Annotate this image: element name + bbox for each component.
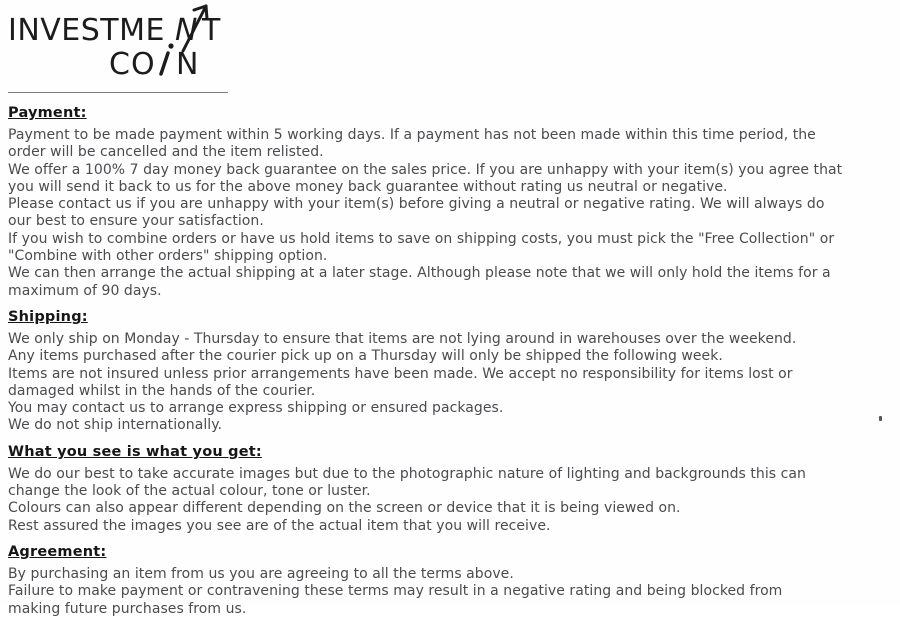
text-line: You may contact us to arrange express shipping or ensured packages. — [8, 400, 504, 417]
text-line: Colours can also appear different depending on the screen or device that it is being viewed on. — [8, 500, 681, 517]
section-heading-shipping: Shipping: — [8, 308, 88, 325]
text-line: Rest assured the images you see are of the actual item that you will receive. — [8, 517, 551, 534]
section-agreement — [8, 543, 890, 618]
text-line: Any items purchased after the courier pick up on a Thursday will only be shipped the following week. — [8, 348, 723, 365]
text-line: Payment to be made payment within 5 working days. If a payment has not been made within this time period, the — [8, 127, 816, 143]
text-line: Failure to make payment or contravening these terms may result in a negative rating and being blocked from — [8, 583, 783, 600]
text-line: "Combine with other orders" shipping option. — [8, 248, 328, 265]
logo-graphic — [6, 2, 246, 82]
logo-text-line1-n: N — [175, 13, 198, 48]
logo-text-line1-post: T — [202, 13, 221, 48]
text-line: change the look of the actual colour, tone or luster. — [8, 483, 371, 500]
text-line: If you wish to combine orders or have us hold items to save on shipping costs, you must pick the "Free Collection" or — [8, 230, 835, 247]
text-line: order will be cancelled and the item relisted. — [8, 144, 324, 161]
text-line: making future purchases from us. — [8, 600, 247, 617]
section-heading-agreement: Agreement: — [8, 543, 107, 560]
logo-text-line2-post: N — [176, 47, 199, 82]
stray-mark — [879, 416, 882, 421]
section-heading-what-you-see: What you see is what you get: — [8, 443, 262, 460]
text-line: By purchasing an item from us you are agreeing to all the terms above. — [8, 565, 514, 582]
text-line: We can then arrange the actual shipping at a later stage. Although please note that we will only hold the items for a — [8, 265, 831, 282]
section-what-you-see — [8, 443, 890, 535]
text-line: you will send it back to us for the above money back guarantee without rating us neutral or negative. — [8, 178, 728, 195]
logo-divider-rule — [8, 92, 228, 93]
text-line: We only ship on Monday - Thursday to ensure that items are not lying around in warehouses over the weekend. — [8, 330, 797, 347]
section-shipping — [8, 308, 890, 435]
terms-content — [8, 104, 890, 626]
section-heading-payment: Payment: — [8, 105, 87, 121]
section-payment — [8, 104, 890, 300]
text-line: We offer a 100% 7 day money back guarantee on the sales price. If you are unhappy with your item(s) you agree that — [8, 161, 843, 178]
text-line: Items are not insured unless prior arrangements have been made. We accept no responsibility for items lost or — [8, 365, 793, 382]
logo-text-line2-pre: CO — [109, 47, 156, 82]
investment-coin-logo — [6, 2, 246, 86]
text-line: damaged whilst in the hands of the courier. — [8, 382, 316, 399]
text-line: our best to ensure your satisfaction. — [8, 213, 264, 230]
text-line: We do our best to take accurate images but due to the photographic nature of lighting and backgrounds this can — [8, 465, 806, 482]
logo-text-line1-pre: INVESTME — [8, 13, 165, 48]
text-line: Please contact us if you are unhappy with your item(s) before giving a neutral or negative rating. We will always do — [8, 196, 825, 213]
text-line: We do not ship internationally. — [8, 417, 223, 434]
text-line: maximum of 90 days. — [8, 282, 162, 299]
